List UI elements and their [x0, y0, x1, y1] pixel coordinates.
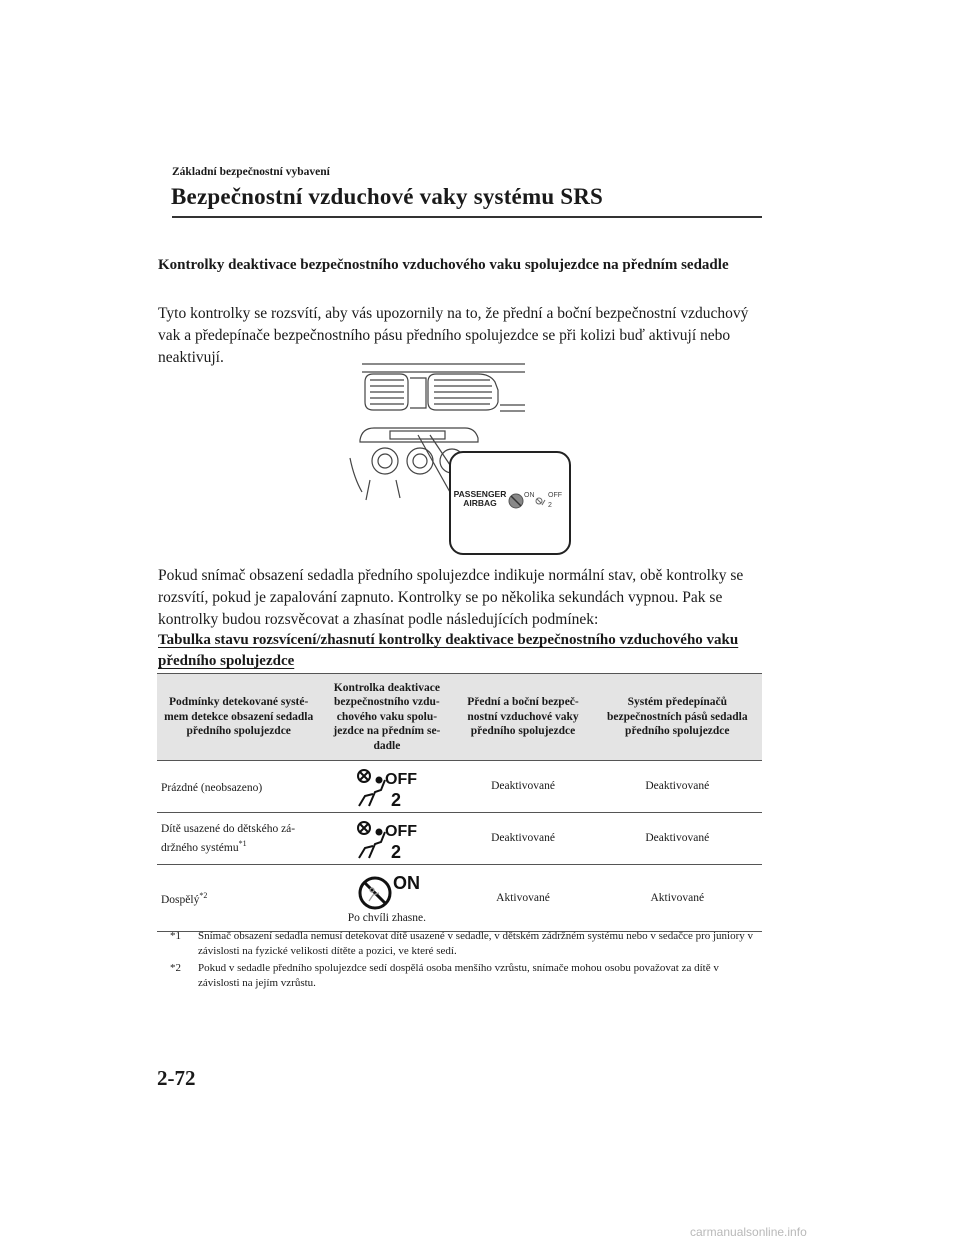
footnote-mark: *2 — [170, 962, 181, 974]
svg-text:OFF: OFF — [384, 822, 417, 840]
pretensioners-cell: Aktivované — [593, 865, 762, 932]
condition-paragraph: Pokud snímač obsazení sedadla předního spolujezdce indikuje normální stav, obě kontrolky se rozsvítí, pokud je zapalování zapnuto. Kontrolky se po několika sekundách vypnou. Pak se kontrolky budou rozsvěcovat a zhasínat podle následujících podmínek: — [158, 567, 744, 628]
airbag-on-icon — [509, 494, 523, 508]
airbags-cell: Deaktivované — [453, 813, 592, 865]
pretensioners-cell: Deaktivované — [593, 813, 762, 865]
airbags-cell: Aktivované — [453, 865, 592, 932]
header-pretensioners: Systém předepínačů bezpečnostních pásů sedadla předního spolujezdce — [593, 674, 762, 761]
section-label: Základní bezpečnostní vybavení — [172, 166, 330, 178]
indicator-note: Po chvíli zhasne. — [347, 911, 427, 924]
watermark: carmanualsonline.info — [690, 1225, 807, 1239]
title-divider — [172, 216, 762, 218]
pretensioners-cell: Deaktivované — [593, 761, 762, 813]
table-row — [157, 865, 762, 932]
table-title: Tabulka stavu rozsvícení/zhasnutí kontrolky deaktivace bezpečnostního vzduchového vaku předního spolujezdce — [158, 632, 739, 669]
table-row — [157, 813, 762, 865]
chapter-title: Bezpečnostní vzduchové vaky systému SRS — [171, 184, 604, 209]
indicator-cell — [320, 813, 453, 865]
header-indicator: Kontrolka deaktivace bezpečnostního vzdu-chového vaku spolu-jezdce na předním se-dadle — [320, 674, 453, 761]
off-label: OFF — [548, 492, 562, 499]
svg-text:OFF: OFF — [384, 770, 417, 788]
header-condition: Podmínky detekované systé-mem detekce obsazení sedadla předního spolujezdce — [157, 674, 320, 761]
svg-text:2: 2 — [390, 841, 401, 860]
condition-cell: Prázdné (neobsazeno) — [157, 761, 320, 813]
indicator-cell — [320, 865, 453, 932]
footnote-text: Snímač obsazení sedadla nemusí detekovat dítě usazené v sedadle, v dětském zádržném systému nebo v sedačce pro juniory v závislosti na fyzické velikosti dítěte a pozici, ve které sedí. — [198, 930, 754, 957]
condition-cell: Dospělý$^{*2}$ — [157, 865, 320, 932]
status-table — [157, 673, 762, 932]
table-header-row — [157, 674, 762, 761]
passenger-label-line1: PASSENGER — [453, 489, 507, 499]
airbag-off-indicator-icon — [351, 818, 423, 860]
section-subheading: Kontrolky deaktivace bezpečnostního vzduchového vaku spolujezdce na předním sedadle — [158, 257, 729, 273]
table-row — [157, 761, 762, 813]
dashboard-illustration — [340, 360, 580, 560]
passenger-label-line2: AIRBAG — [463, 498, 497, 508]
footnote-mark: *1 — [170, 930, 181, 942]
svg-text:2: 2 — [390, 789, 401, 808]
off-number: 2 — [548, 502, 552, 509]
on-label: ON — [524, 492, 535, 499]
intro-paragraph: Tyto kontrolky se rozsvítí, aby vás upozornily na to, že přední a boční bezpečnostní vzduchový vak a předepínače bezpečnostního pásu předního spolujezdce se při kolizi buď aktivují nebo neaktivují. — [158, 305, 749, 366]
header-airbags: Přední a boční bezpeč-nostní vzduchové vaky předního spolujezdce — [453, 674, 592, 761]
footnote-1 — [170, 929, 760, 959]
page-number: 2-72 — [157, 1066, 196, 1090]
airbag-off-indicator-icon — [351, 766, 423, 808]
footnote-2 — [170, 961, 760, 991]
footnote-text: Pokud v sedadle předního spolujezdce sedí dospělá osoba menšího vzrůstu, snímače mohou osobu považovat za dítě v závislosti na jejím vzrůstu. — [198, 962, 719, 989]
airbags-cell: Deaktivované — [453, 761, 592, 813]
svg-text:ON: ON — [392, 872, 420, 893]
airbag-on-indicator-icon — [347, 871, 427, 911]
condition-cell: Dítě usazené do dětského zá-držného systému$^{*1}$ — [157, 813, 320, 865]
indicator-cell — [320, 761, 453, 813]
